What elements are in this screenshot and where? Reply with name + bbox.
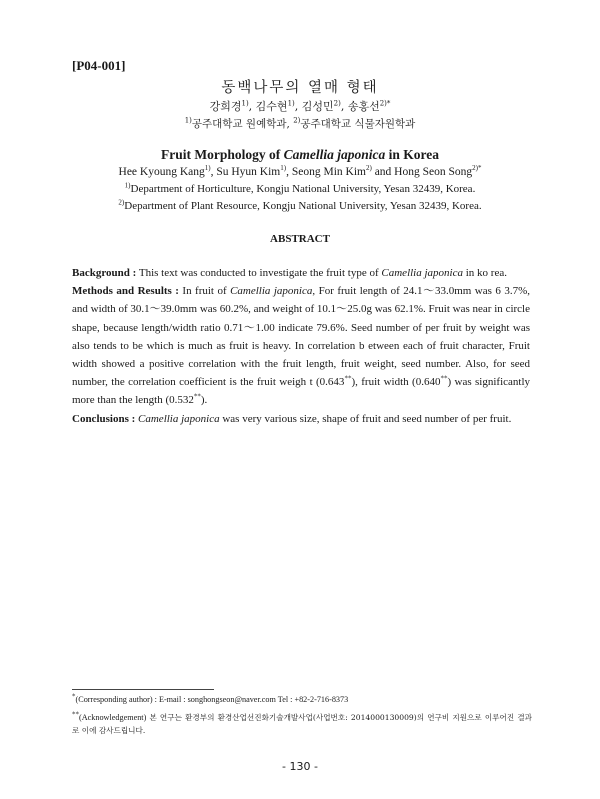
significance-mark: ** bbox=[193, 392, 201, 401]
title-suffix: in Korea bbox=[385, 147, 439, 162]
english-author: Hong Seon Song bbox=[394, 166, 473, 178]
separator: , bbox=[286, 166, 292, 178]
conclusions-label: Conclusions : bbox=[72, 412, 136, 425]
separator: , bbox=[294, 100, 302, 113]
footnote-label: (Acknowledgement) bbox=[79, 713, 147, 722]
korean-author-sup: 2)* bbox=[379, 99, 391, 108]
footnote-corresponding bbox=[72, 692, 532, 704]
conclusions-paragraph bbox=[72, 410, 530, 428]
species-name: Camellia japonica bbox=[138, 412, 220, 425]
background-text: in ko rea. bbox=[462, 267, 507, 279]
english-author-sup: 2)* bbox=[472, 164, 482, 173]
korean-author-sup: 2) bbox=[333, 99, 341, 108]
page-number: - 130 - bbox=[282, 760, 318, 773]
korean-authors bbox=[0, 98, 600, 114]
title-prefix: Fruit Morphology of bbox=[160, 147, 284, 162]
english-authors bbox=[0, 166, 600, 178]
english-author: Seong Min Kim bbox=[291, 166, 366, 178]
background-paragraph bbox=[72, 264, 530, 282]
title-species: Camellia japonica bbox=[283, 147, 386, 162]
footnote-text: (Corresponding author) : E-mail : songhongseon@naver.com Tel : +82-2-716-8373 bbox=[75, 695, 349, 704]
methods-text: ), fruit width (0.640 bbox=[351, 376, 441, 389]
abstract-heading: ABSTRACT bbox=[270, 233, 330, 245]
korean-author: 강희경 bbox=[209, 100, 242, 113]
english-author-sup: 1) bbox=[280, 164, 287, 173]
english-title bbox=[0, 147, 600, 163]
english-author-sup: 2) bbox=[365, 164, 372, 173]
footnote-mark: * bbox=[72, 692, 76, 701]
methods-text: ) was significantly more than the length (0.532 bbox=[72, 376, 531, 407]
methods-text: ). bbox=[200, 394, 208, 407]
methods-label: Methods and Results : bbox=[72, 285, 179, 298]
paper-id: [P04-001] bbox=[72, 58, 126, 73]
methods-text: In fruit of bbox=[178, 285, 231, 298]
korean-affiliations bbox=[0, 116, 600, 131]
english-affiliation-2 bbox=[0, 200, 600, 212]
korean-author-sup: 1) bbox=[241, 99, 249, 108]
korean-affil-sup: 1) bbox=[184, 116, 192, 125]
footnote-acknowledgement bbox=[72, 711, 532, 737]
korean-author: 김수현 bbox=[255, 100, 288, 113]
english-author: Hee Kyoung Kang bbox=[118, 166, 205, 178]
korean-author-sup: 1) bbox=[287, 99, 295, 108]
footnote-text: 본 연구는 환경부의 환경산업선진화기술개발사업(사업번호: 2014000130009)의 연구비 지원으로 이루어진 결과로 이에 감사드립니다. bbox=[72, 713, 532, 735]
separator: , bbox=[248, 100, 256, 113]
footnote-mark: ** bbox=[72, 710, 79, 719]
korean-affil-sup: 2) bbox=[293, 116, 301, 125]
separator: and bbox=[371, 166, 395, 178]
english-author-sup: 1) bbox=[204, 164, 211, 173]
background-text: This text was conducted to investigate the fruit type of bbox=[136, 267, 382, 279]
korean-affiliation: 공주대학교 원예학과 bbox=[191, 118, 287, 130]
affiliation-text: Department of Horticulture, Kongju National University, Yesan 32439, Korea. bbox=[130, 183, 476, 195]
separator: , bbox=[210, 166, 217, 178]
methods-text: , For fruit length of 24.1～33.0mm was 6 3.7%, and width of 30.1～39.0mm was 60.2%, and weight of 10.1～25.0g was 62.1%. Fruit was near in circle shape, because length/width ratio 0.71～1.00 indicate 79.6%. Seed number of per fruit by weight was also tends to be which is much as fruit is heavy. In correlation b etween each of fruit character, Fruit width showed a positive correlation with the fruit length, fruit weight, seed number. Also, for seed number, the correlation coefficient is the fruit weigh t (0.643 bbox=[72, 285, 531, 389]
significance-mark: ** bbox=[344, 374, 352, 383]
english-affiliation-1 bbox=[0, 183, 600, 195]
conclusions-text: was very various size, shape of fruit and seed number of per fruit. bbox=[219, 412, 512, 425]
korean-author: 송홍선 bbox=[347, 100, 380, 113]
affiliation-sup: 2) bbox=[118, 198, 125, 207]
abstract-body bbox=[72, 264, 530, 428]
affiliation-sup: 1) bbox=[124, 181, 131, 190]
affiliation-text: Department of Plant Resource, Kongju National University, Yesan 32439, Korea. bbox=[124, 200, 482, 212]
korean-title: 동백나무의 열매 형태 bbox=[221, 80, 379, 96]
footnote-divider bbox=[72, 689, 214, 690]
korean-affiliation: 공주대학교 식물자원학과 bbox=[300, 118, 416, 130]
significance-mark: ** bbox=[440, 374, 448, 383]
separator: , bbox=[340, 100, 348, 113]
methods-paragraph bbox=[72, 282, 530, 409]
english-author: Su Hyun Kim bbox=[216, 166, 281, 178]
background-label: Background : bbox=[72, 267, 137, 279]
species-name: Camellia japonica bbox=[381, 267, 463, 279]
korean-author: 김성민 bbox=[301, 100, 334, 113]
species-name: Camellia japonica bbox=[230, 285, 313, 298]
separator: , bbox=[286, 118, 294, 130]
